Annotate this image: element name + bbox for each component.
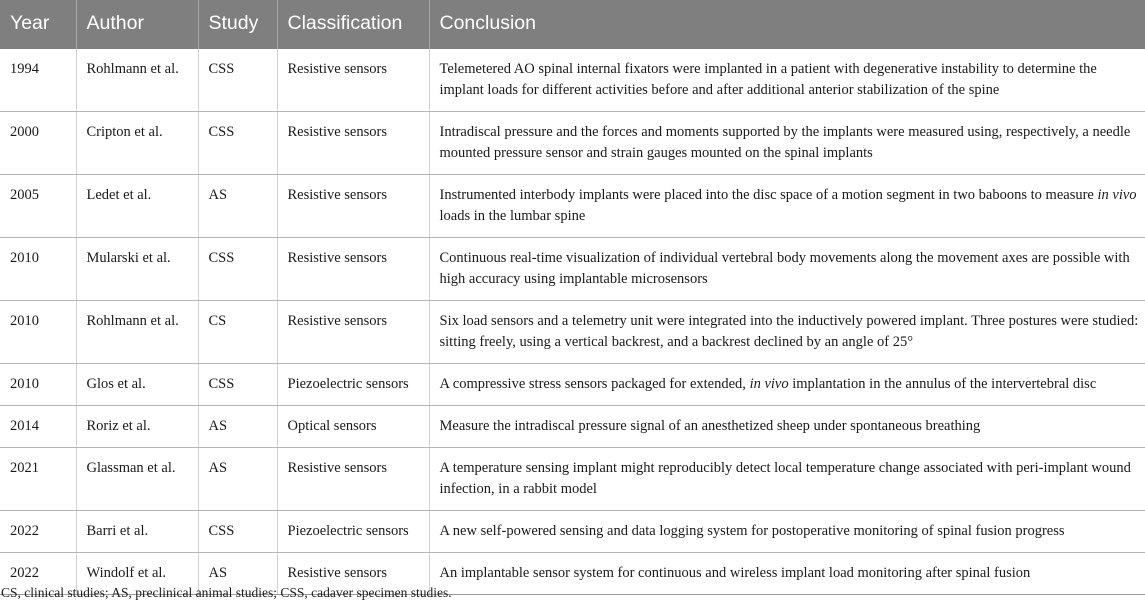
conclusion-text: Six load sensors and a telemetry unit were integrated into the inductively powered implant. Three postures were studied: sitting freely, using a vertical backrest, and a backrest declined by an angle of 25° xyxy=(439,313,1139,350)
cell-author: Glos et al. xyxy=(76,364,198,406)
cell-study: CS xyxy=(198,301,277,364)
cell-conclusion xyxy=(429,112,1145,175)
conclusion-text: Continuous real-time visualization of individual vertebral body movements along the movement axes are possible with high accuracy using implantable microsensors xyxy=(439,250,1130,287)
cell-year: 2005 xyxy=(0,175,76,238)
cell-conclusion xyxy=(429,406,1145,448)
conclusion-italic-text: in vivo xyxy=(749,376,789,392)
cell-conclusion xyxy=(429,364,1145,406)
conclusion-text: A new self-powered sensing and data logging system for postoperative monitoring of spinal fusion progress xyxy=(439,523,1065,539)
table-row xyxy=(0,406,1145,448)
header-row xyxy=(0,0,1145,49)
cell-conclusion xyxy=(429,49,1145,112)
conclusion-text: Measure the intradiscal pressure signal of an anesthetized sheep under spontaneous breathing xyxy=(439,418,981,434)
cell-author: Barri et al. xyxy=(76,511,198,553)
cell-study: CSS xyxy=(198,49,277,112)
cell-classification: Optical sensors xyxy=(277,406,429,448)
table-row xyxy=(0,49,1145,112)
table-row xyxy=(0,175,1145,238)
table-row xyxy=(0,301,1145,364)
cell-classification: Piezoelectric sensors xyxy=(277,511,429,553)
cell-classification: Resistive sensors xyxy=(277,301,429,364)
cell-conclusion xyxy=(429,301,1145,364)
cell-conclusion xyxy=(429,553,1145,595)
cell-author: Roriz et al. xyxy=(76,406,198,448)
table-footnote: CS, clinical studies; AS, preclinical animal studies; CSS, cadaver specimen studies. xyxy=(1,585,452,600)
header-conclusion: Conclusion xyxy=(429,0,1145,49)
conclusion-text: An implantable sensor system for continuous and wireless implant load monitoring after spinal fusion xyxy=(439,565,1031,581)
cell-author: Windolf et al. xyxy=(76,553,198,595)
cell-classification: Resistive sensors xyxy=(277,238,429,301)
cell-year: 2014 xyxy=(0,406,76,448)
cell-year: 2010 xyxy=(0,364,76,406)
header-year: Year xyxy=(0,0,76,49)
table-row xyxy=(0,238,1145,301)
cell-year: 2010 xyxy=(0,301,76,364)
table-row xyxy=(0,364,1145,406)
cell-study: CSS xyxy=(198,511,277,553)
cell-conclusion xyxy=(429,238,1145,301)
table-row xyxy=(0,112,1145,175)
cell-study: CSS xyxy=(198,238,277,301)
cell-author: Rohlmann et al. xyxy=(76,49,198,112)
cell-study: AS xyxy=(198,448,277,511)
cell-classification: Resistive sensors xyxy=(277,112,429,175)
table-row xyxy=(0,511,1145,553)
cell-study: CSS xyxy=(198,112,277,175)
header-study: Study xyxy=(198,0,277,49)
cell-classification: Piezoelectric sensors xyxy=(277,364,429,406)
conclusion-text: Instrumented interbody implants were placed into the disc space of a motion segment in two baboons to measure xyxy=(439,187,1098,203)
cell-conclusion xyxy=(429,448,1145,511)
cell-classification: Resistive sensors xyxy=(277,448,429,511)
cell-classification: Resistive sensors xyxy=(277,175,429,238)
header-classification: Classification xyxy=(277,0,429,49)
cell-classification: Resistive sensors xyxy=(277,49,429,112)
cell-author: Ledet et al. xyxy=(76,175,198,238)
cell-author: Cripton et al. xyxy=(76,112,198,175)
cell-year: 2022 xyxy=(0,553,76,595)
conclusion-text: Intradiscal pressure and the forces and moments supported by the implants were measured using, respectively, a needle mounted pressure sensor and strain gauges mounted on the spinal implants xyxy=(439,124,1131,161)
cell-author: Glassman et al. xyxy=(76,448,198,511)
cell-year: 2022 xyxy=(0,511,76,553)
conclusion-text: A temperature sensing implant might reproducibly detect local temperature change associated with peri-implant wound infection, in a rabbit model xyxy=(439,460,1131,497)
table-row xyxy=(0,448,1145,511)
cell-year: 2000 xyxy=(0,112,76,175)
cell-year: 2021 xyxy=(0,448,76,511)
conclusion-text: implantation in the annulus of the intervertebral disc xyxy=(788,376,1097,392)
cell-study: AS xyxy=(198,175,277,238)
cell-author: Mularski et al. xyxy=(76,238,198,301)
conclusion-text: A compressive stress sensors packaged for extended, xyxy=(439,376,750,392)
cell-year: 1994 xyxy=(0,49,76,112)
cell-study: AS xyxy=(198,553,277,595)
conclusion-text: loads in the lumbar spine xyxy=(439,208,586,224)
cell-classification: Resistive sensors xyxy=(277,553,429,595)
cell-author: Rohlmann et al. xyxy=(76,301,198,364)
conclusion-text: Telemetered AO spinal internal fixators were implanted in a patient with degenerative instability to determine the implant loads for different activities before and after additional anterior stabilization of the spine xyxy=(439,61,1097,98)
cell-conclusion xyxy=(429,511,1145,553)
table-body xyxy=(0,49,1145,595)
cell-conclusion xyxy=(429,175,1145,238)
header-author: Author xyxy=(76,0,198,49)
conclusion-italic-text: in vivo xyxy=(1097,187,1137,203)
cell-study: CSS xyxy=(198,364,277,406)
cell-year: 2010 xyxy=(0,238,76,301)
cell-study: AS xyxy=(198,406,277,448)
